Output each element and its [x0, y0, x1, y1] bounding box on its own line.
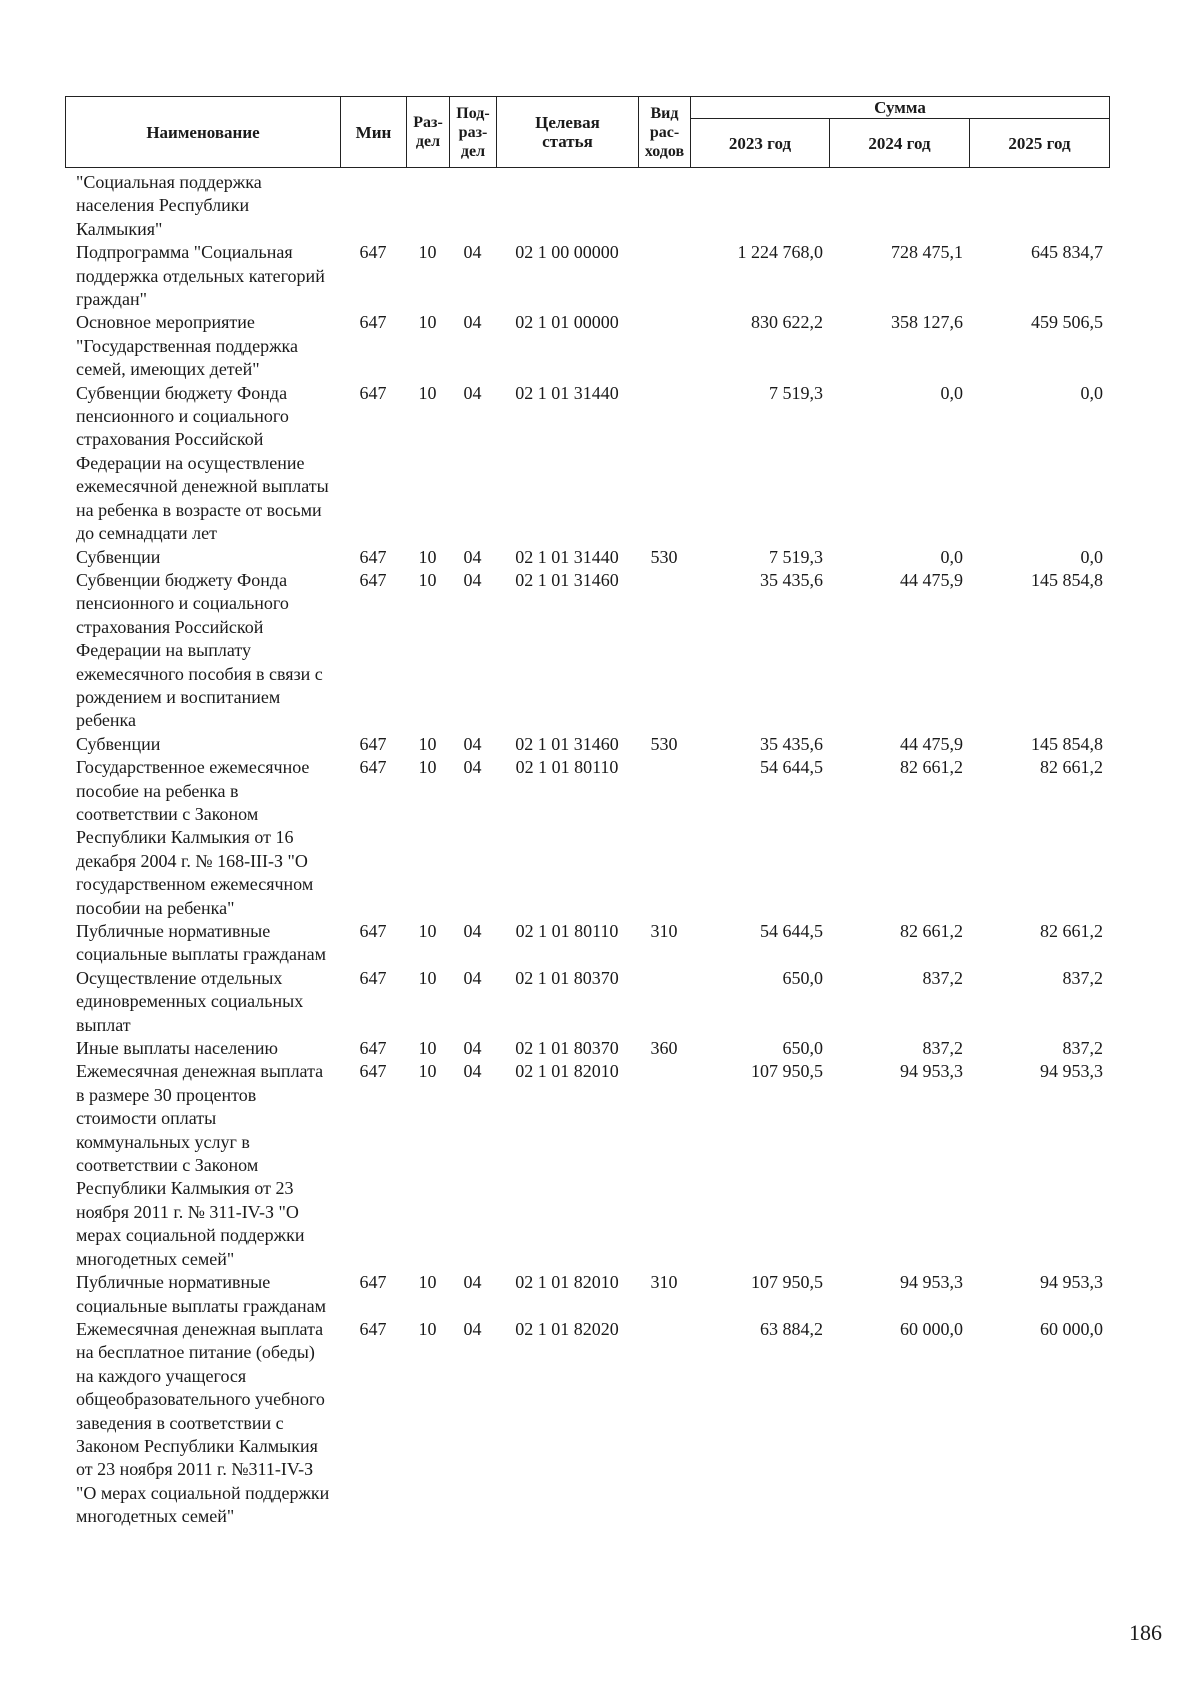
row-name: Ежемесячная денежная выплата на бесплатное питание (обеды) на каждого учащегося общеобразовательного учебного заведения в соответствии с Законом Республики Калмыкия от 23 ноября 2011 г. №311-IV-З "О мерах социальной поддержки многодетных семей": [76, 1318, 330, 1527]
row-2023: 54 644,5: [760, 757, 823, 778]
header-2023: 2023 год: [691, 119, 830, 168]
row-2024: 44 475,9: [900, 569, 963, 590]
row-name: Публичные нормативные социальные выплаты гражданам: [76, 1272, 326, 1316]
row-2025: 60 000,0: [1040, 1318, 1103, 1339]
row-podrazdel: 04: [463, 546, 482, 567]
row-name: Субвенции: [76, 733, 161, 754]
row-name: Подпрограмма "Социальная поддержка отдельных категорий граждан": [76, 242, 325, 310]
row-min: 647: [359, 312, 387, 333]
row-2023: 830 622,2: [751, 312, 823, 333]
row-vid: [638, 171, 690, 241]
header-min: Мин: [341, 97, 407, 168]
row-2024: 0,0: [940, 546, 963, 567]
table-row: [65, 171, 1109, 241]
row-podrazdel: 04: [463, 757, 482, 778]
table-row: [65, 569, 1109, 733]
row-podrazdel: 04: [463, 921, 482, 941]
row-min: 647: [359, 382, 387, 403]
table-row: [65, 1037, 1109, 1060]
row-razdel: 10: [418, 1272, 437, 1293]
row-vid: 530: [650, 733, 678, 754]
page-number: 186: [1129, 1620, 1162, 1645]
row-podrazdel: 04: [463, 733, 482, 754]
row-2025: 82 661,2: [1040, 921, 1103, 941]
row-razdel: 10: [418, 733, 437, 754]
row-2025: 837,2: [1062, 967, 1103, 988]
row-target: 02 1 01 82010: [515, 1061, 619, 1082]
row-2025: [969, 171, 1109, 241]
row-min: 647: [359, 1318, 387, 1339]
row-target: 02 1 01 80370: [515, 1038, 619, 1059]
row-2023: 63 884,2: [760, 1318, 823, 1339]
row-vid: [638, 241, 690, 311]
row-target: 02 1 01 31460: [515, 733, 619, 754]
row-target: 02 1 01 31440: [515, 382, 619, 403]
table-row: [65, 1060, 1109, 1271]
table-header: [65, 96, 1110, 168]
row-min: 647: [359, 1061, 387, 1082]
row-min: 647: [359, 242, 387, 263]
row-podrazdel: [449, 171, 496, 241]
row-razdel: 10: [418, 921, 437, 941]
row-name: Субвенции бюджету Фонда пенсионного и социального страхования Российской Федерации на осуществление ежемесячной денежной выплаты на ребенка в возрасте от восьми до семнадцати лет: [76, 382, 329, 544]
row-podrazdel: 04: [463, 569, 482, 590]
row-min: 647: [359, 569, 387, 590]
row-razdel: 10: [418, 312, 437, 333]
row-vid: [638, 382, 690, 546]
row-razdel: 10: [418, 382, 437, 403]
row-podrazdel: 04: [463, 1318, 482, 1339]
row-podrazdel: 04: [463, 1061, 482, 1082]
row-2025: 837,2: [1062, 1038, 1103, 1059]
row-target: 02 1 01 31460: [515, 569, 619, 590]
row-podrazdel: 04: [463, 312, 482, 333]
header-podrazdel: Под- раз- дел: [450, 97, 497, 168]
row-2025: 94 953,3: [1040, 1272, 1103, 1293]
header-razdel: Раз- дел: [407, 97, 450, 168]
row-2025: 145 854,8: [1031, 569, 1103, 590]
row-vid: [638, 569, 690, 733]
row-2023: 7 519,3: [769, 382, 823, 403]
row-name: "Социальная поддержка населения Республики Калмыкия": [76, 172, 262, 239]
row-razdel: 10: [418, 967, 437, 988]
row-min: [340, 171, 406, 241]
row-2023: 54 644,5: [760, 921, 823, 941]
row-name: Субвенции бюджету Фонда пенсионного и социального страхования Российской Федерации на выплату ежемесячного пособия в связи с рождением и воспитанием ребенка: [76, 569, 323, 731]
row-target: [496, 171, 638, 241]
row-razdel: 10: [418, 1318, 437, 1339]
row-podrazdel: 04: [463, 1272, 482, 1293]
row-target: 02 1 01 00000: [515, 312, 619, 333]
row-name: Иные выплаты населению: [76, 1038, 278, 1059]
row-podrazdel: 04: [463, 967, 482, 988]
header-2024: 2024 год: [830, 119, 970, 168]
row-podrazdel: 04: [463, 382, 482, 403]
header-summa: Сумма: [691, 97, 1110, 119]
row-vid: 310: [650, 1272, 678, 1293]
table-row: [65, 967, 1109, 1037]
row-2024: 94 953,3: [900, 1272, 963, 1293]
row-min: 647: [359, 757, 387, 778]
header-name: Наименование: [66, 97, 341, 168]
row-target: 02 1 01 82010: [515, 1272, 619, 1293]
row-razdel: 10: [418, 546, 437, 567]
row-target: 02 1 01 80110: [515, 757, 619, 778]
row-target: 02 1 01 80370: [515, 967, 619, 988]
row-2024: 837,2: [922, 967, 963, 988]
row-razdel: 10: [418, 242, 437, 263]
row-2023: 35 435,6: [760, 569, 823, 590]
row-2023: 107 950,5: [751, 1272, 823, 1293]
row-min: 647: [359, 1038, 387, 1059]
row-razdel: 10: [418, 757, 437, 778]
row-2023: [690, 171, 829, 241]
row-vid: 530: [650, 546, 678, 567]
row-razdel: 10: [418, 1038, 437, 1059]
row-min: 647: [359, 921, 387, 941]
row-2024: 94 953,3: [900, 1061, 963, 1082]
row-2025: 459 506,5: [1031, 312, 1103, 333]
row-name: Государственное ежемесячное пособие на ребенка в соответствии с Законом Республики Калмыкия от 16 декабря 2004 г. № 168-III-З "О государственном ежемесячном пособии на ребенка": [76, 757, 314, 918]
table-row: [65, 546, 1109, 569]
table-row: [65, 241, 1109, 311]
row-vid: [638, 311, 690, 381]
row-min: 647: [359, 546, 387, 567]
row-razdel: [406, 171, 449, 241]
row-2025: 0,0: [1080, 546, 1103, 567]
row-2024: 82 661,2: [900, 921, 963, 941]
row-2023: 1 224 768,0: [737, 242, 823, 263]
table-row: [65, 382, 1109, 546]
table-row: [65, 756, 1109, 920]
row-target: 02 1 01 80110: [515, 921, 619, 941]
row-target: 02 1 01 82020: [515, 1318, 619, 1339]
table-row: [65, 1271, 1109, 1318]
row-podrazdel: 04: [463, 242, 482, 263]
row-2024: 60 000,0: [900, 1318, 963, 1339]
table-row: [65, 920, 1109, 967]
row-razdel: 10: [418, 569, 437, 590]
header-celevaya: Целевая статья: [497, 97, 639, 168]
row-name: Осуществление отдельных единовременных социальных выплат: [76, 967, 304, 1035]
row-podrazdel: 04: [463, 1038, 482, 1059]
row-2025: 645 834,7: [1031, 242, 1103, 263]
budget-table: [65, 171, 1109, 1529]
row-2023: 7 519,3: [769, 546, 823, 567]
row-target: 02 1 01 31440: [515, 546, 619, 567]
row-vid: [638, 1318, 690, 1529]
row-2025: 82 661,2: [1040, 757, 1103, 778]
row-2024: 82 661,2: [900, 757, 963, 778]
row-vid: 360: [650, 1038, 678, 1059]
row-target: 02 1 00 00000: [515, 242, 619, 263]
table-row: [65, 311, 1109, 381]
row-name: Субвенции: [76, 546, 161, 567]
row-name: Публичные нормативные социальные выплаты гражданам: [76, 921, 326, 965]
row-razdel: 10: [418, 1061, 437, 1082]
row-2023: 35 435,6: [760, 733, 823, 754]
row-vid: [638, 1060, 690, 1271]
row-name: Основное мероприятие "Государственная поддержка семей, имеющих детей": [76, 312, 298, 380]
row-min: 647: [359, 733, 387, 754]
row-vid: [638, 967, 690, 1037]
row-2023: 650,0: [782, 1038, 823, 1059]
row-2024: 0,0: [940, 382, 963, 403]
row-vid: [638, 756, 690, 920]
row-2024: 358 127,6: [891, 312, 963, 333]
row-2024: 837,2: [922, 1038, 963, 1059]
row-min: 647: [359, 1272, 387, 1293]
row-2025: 145 854,8: [1031, 733, 1103, 754]
row-2023: 107 950,5: [751, 1061, 823, 1082]
row-2025: 0,0: [1080, 382, 1103, 403]
table-row: [65, 733, 1109, 756]
row-2024: 44 475,9: [900, 733, 963, 754]
row-2024: 728 475,1: [891, 242, 963, 263]
row-2024: [829, 171, 969, 241]
row-vid: 310: [650, 921, 678, 941]
row-2023: 650,0: [782, 967, 823, 988]
row-name: Ежемесячная денежная выплата в размере 30 процентов стоимости оплаты коммунальных услуг в соответствии с Законом Республики Калмыкия от 23 ноября 2011 г. № 311-IV-З "О мерах социальной поддержки многодетных семей": [76, 1061, 324, 1269]
row-2025: 94 953,3: [1040, 1061, 1103, 1082]
header-2025: 2025 год: [970, 119, 1110, 168]
header-vid: Вид рас- ходов: [639, 97, 691, 168]
row-min: 647: [359, 967, 387, 988]
table-row: [65, 1318, 1109, 1529]
